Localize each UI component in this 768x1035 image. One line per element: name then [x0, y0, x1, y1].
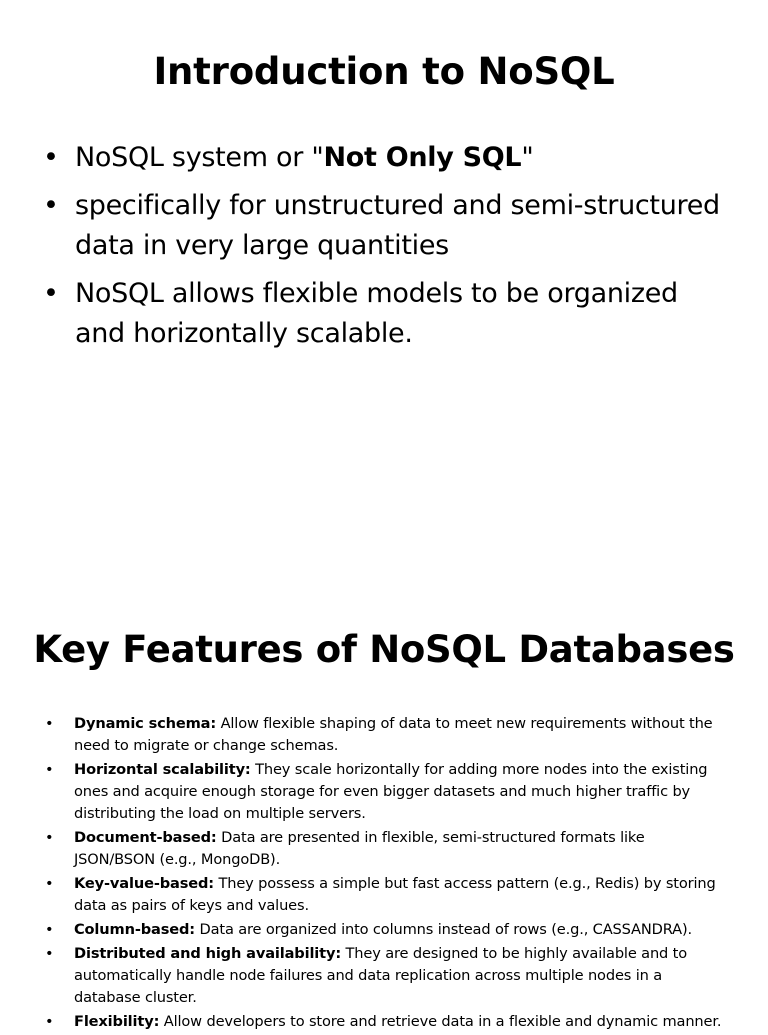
feature-term: Distributed and high availability: [74, 945, 342, 962]
bullet-icon: • [45, 715, 54, 732]
bullet-icon: • [43, 142, 59, 173]
feature-item [44, 1011, 724, 1033]
feature-item [44, 759, 724, 825]
item-text: specifically for unstructured and semi-structured data in very large quantities [75, 190, 720, 261]
bullet-icon: • [45, 1013, 54, 1030]
slide-key-features [0, 580, 768, 1030]
feature-item [44, 873, 724, 917]
feature-list [44, 713, 724, 1035]
item-text: NoSQL allows flexible models to be organized and horizontally scalable. [75, 278, 678, 349]
feature-text: Allow flexible shaping of data to meet new requirements without the need to migrate or change schemas. [74, 715, 713, 754]
feature-text: They scale horizontally for adding more nodes into the existing ones and acquire enough storage for even bigger datasets and much higher traffic by distributing the load on multiple servers. [74, 761, 708, 822]
bullet-icon: • [45, 761, 54, 778]
feature-text: Allow developers to store and retrieve data in a flexible and dynamic manner. [159, 1013, 722, 1030]
feature-term: Dynamic schema: [74, 715, 217, 732]
feature-text: Data are presented in flexible, semi-structured formats like JSON/BSON (e.g., MongoDB). [74, 829, 645, 868]
feature-item [44, 827, 724, 871]
item-text-bold: Not Only SQL [323, 142, 522, 173]
feature-item [44, 919, 724, 941]
list-item [40, 274, 730, 354]
bullet-icon: • [45, 875, 54, 892]
feature-term: Horizontal scalability: [74, 761, 251, 778]
feature-text: Data are organized into columns instead of rows (e.g., CASSANDRA). [195, 921, 693, 938]
feature-item [44, 713, 724, 757]
feature-text: They possess a simple but fast access pattern (e.g., Redis) by storing data as pairs of keys and values. [74, 875, 716, 914]
item-text-pre: NoSQL system or " [75, 142, 324, 173]
feature-term: Key-value-based: [74, 875, 214, 892]
slide-title: Introduction to NoSQL [153, 50, 615, 93]
bullet-icon: • [45, 829, 54, 846]
feature-item [44, 943, 724, 1009]
slide-introduction [0, 0, 768, 512]
slide-title: Key Features of NoSQL Databases [33, 628, 735, 671]
bullet-icon: • [43, 190, 59, 221]
feature-text: They are designed to be highly available and to automatically handle node failures and data replication across multiple nodes in a database cluster. [74, 945, 687, 1006]
item-text-post: " [521, 142, 534, 173]
list-item [40, 186, 730, 266]
feature-term: Document-based: [74, 829, 217, 846]
bullet-icon: • [45, 945, 54, 962]
bullet-icon: • [45, 921, 54, 938]
feature-term: Column-based: [74, 921, 195, 938]
bullet-icon: • [43, 278, 59, 309]
bullet-list [40, 138, 730, 362]
list-item [40, 138, 730, 178]
feature-term: Flexibility: [74, 1013, 160, 1030]
